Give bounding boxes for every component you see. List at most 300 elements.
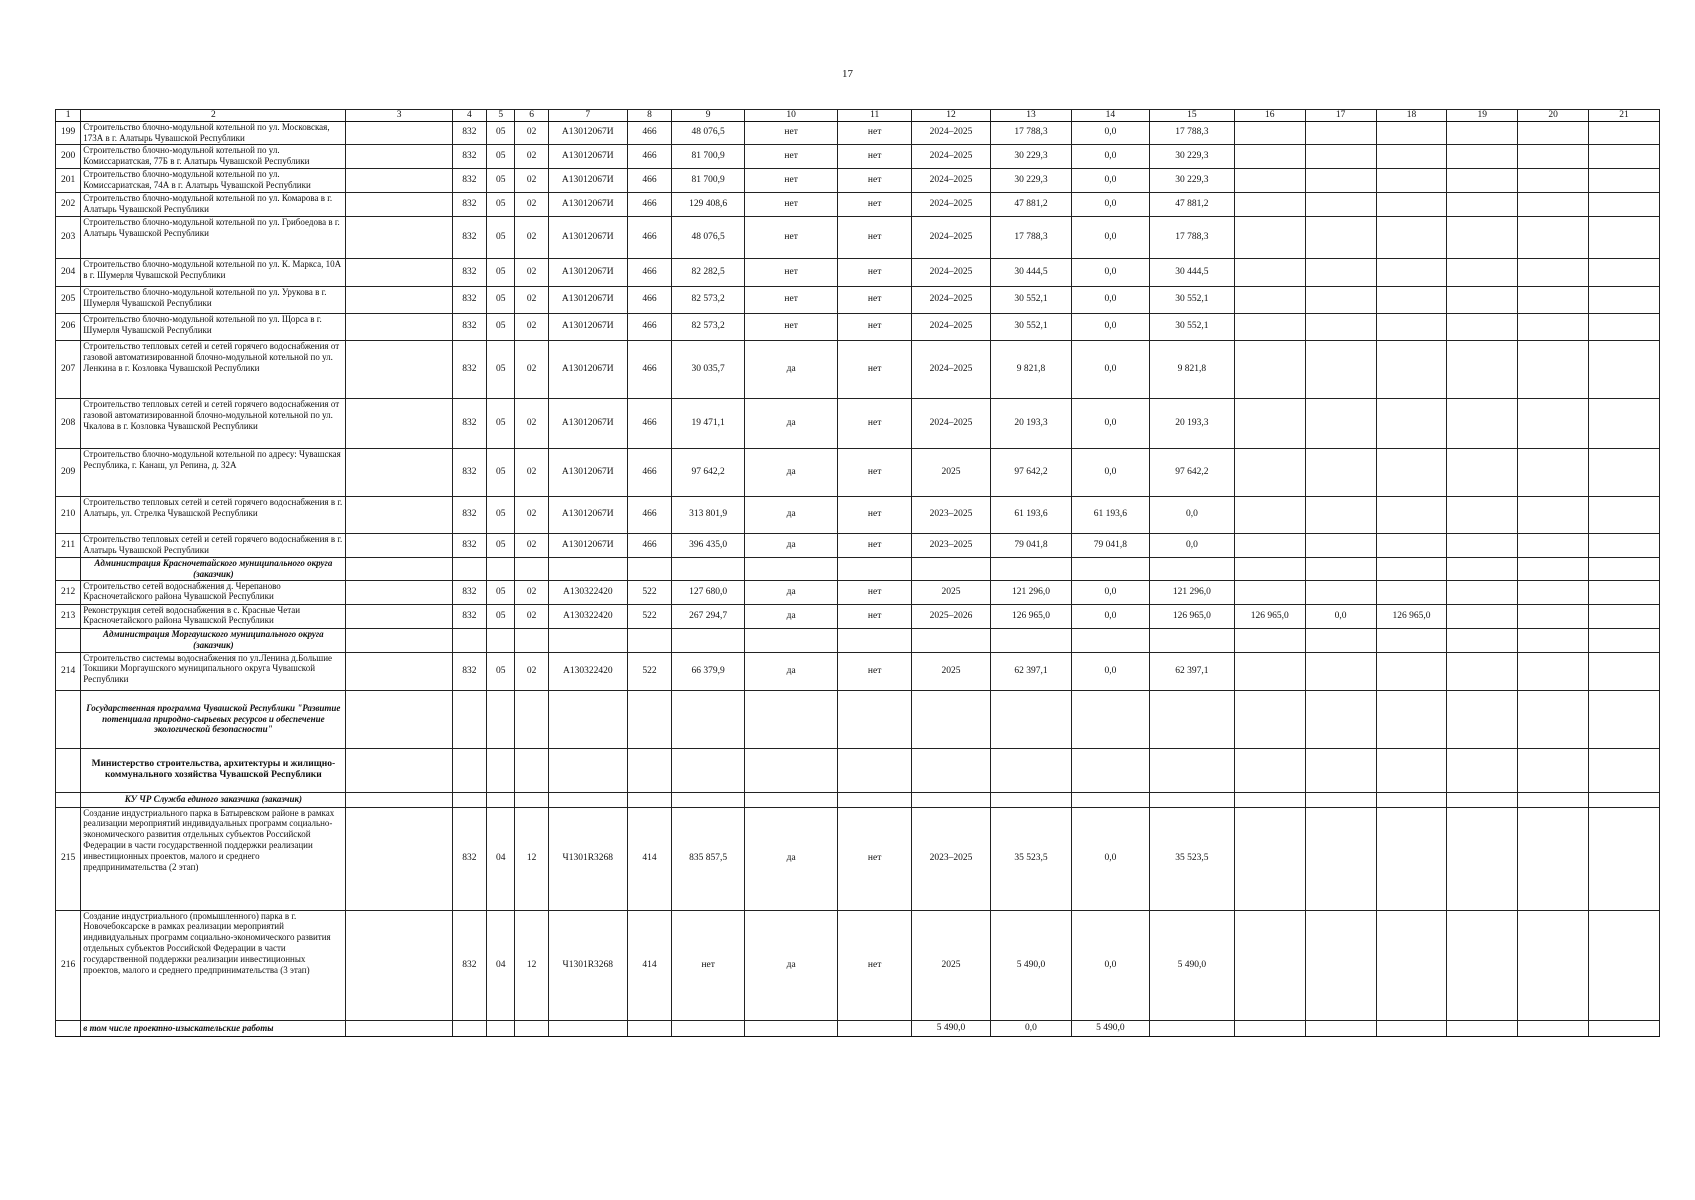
table-cell: 05 (487, 533, 515, 557)
table-cell: нет (838, 168, 912, 192)
table-cell (1376, 168, 1447, 192)
table-cell (346, 144, 452, 168)
table-cell (1234, 192, 1305, 216)
table-cell (56, 1020, 81, 1036)
table-cell: 466 (627, 258, 672, 286)
header-cell-5: 5 (487, 110, 515, 122)
table-cell: 02 (515, 580, 548, 604)
table-cell (1376, 313, 1447, 340)
table-cell (1447, 121, 1518, 144)
table-cell: 17 788,3 (1149, 216, 1234, 258)
table-cell: 5 490,0 (1149, 910, 1234, 1020)
header-cell-17: 17 (1305, 110, 1376, 122)
table-cell (1234, 168, 1305, 192)
table-cell (1376, 192, 1447, 216)
table-cell (1376, 533, 1447, 557)
table-cell (1518, 910, 1589, 1020)
table-row (56, 168, 1660, 192)
table-cell (1518, 121, 1589, 144)
table-cell: нет (745, 258, 838, 286)
table-cell: 209 (56, 448, 81, 496)
table-cell: 62 397,1 (1149, 652, 1234, 690)
table-cell: нет (745, 286, 838, 313)
table-cell (1447, 286, 1518, 313)
table-cell: 05 (487, 216, 515, 258)
table-cell (1518, 533, 1589, 557)
table-cell: 466 (627, 144, 672, 168)
table-cell: нет (838, 144, 912, 168)
table-cell: 9 821,8 (1149, 340, 1234, 398)
table-cell: 0,0 (1071, 121, 1149, 144)
table-cell (1376, 258, 1447, 286)
table-cell (1376, 121, 1447, 144)
table-cell: 466 (627, 448, 672, 496)
table-cell (912, 792, 991, 807)
table-cell: 02 (515, 144, 548, 168)
table-cell: 02 (515, 192, 548, 216)
table-cell: нет (838, 398, 912, 448)
table-cell: 79 041,8 (1071, 533, 1149, 557)
table-cell (452, 557, 486, 580)
table-cell (548, 792, 627, 807)
table-cell: 47 881,2 (1149, 192, 1234, 216)
table-cell: 12 (515, 910, 548, 1020)
object-name-cell: Строительство тепловых сетей и сетей горячего водоснабжения в г. Алатырь Чувашской Республики (81, 533, 346, 557)
table-cell: А13012067И (548, 216, 627, 258)
section-heading: Администрация Красночетайского муниципального округа (заказчик) (81, 557, 346, 580)
table-cell: 30 229,3 (1149, 144, 1234, 168)
object-name-cell: Строительство тепловых сетей и сетей горячего водоснабжения от газовой автоматизированной блочно-модульной котельной по ул. Ленкина в г. Козловка Чувашской Республики (81, 340, 346, 398)
table-cell: 79 041,8 (991, 533, 1072, 557)
table-cell: 522 (627, 580, 672, 604)
table-cell: 832 (452, 286, 486, 313)
table-cell: нет (745, 192, 838, 216)
table-cell (1305, 807, 1376, 910)
table-cell (1589, 1020, 1660, 1036)
table-cell: 214 (56, 652, 81, 690)
table-cell (1518, 807, 1589, 910)
table-cell: 0,0 (991, 1020, 1072, 1036)
table-cell: 20 193,3 (1149, 398, 1234, 448)
table-cell: 05 (487, 144, 515, 168)
table-cell: 30 229,3 (1149, 168, 1234, 192)
table-cell (515, 628, 548, 652)
table-cell: 832 (452, 258, 486, 286)
table-cell (487, 1020, 515, 1036)
table-cell: 466 (627, 496, 672, 533)
table-cell (1376, 448, 1447, 496)
table-cell (1447, 690, 1518, 748)
table-cell: 47 881,2 (991, 192, 1072, 216)
table-cell: 0,0 (1071, 580, 1149, 604)
table-cell (548, 557, 627, 580)
table-cell (1518, 168, 1589, 192)
table-cell (1376, 792, 1447, 807)
table-cell: 0,0 (1071, 652, 1149, 690)
table-cell: 832 (452, 144, 486, 168)
table-cell (991, 792, 1072, 807)
table-cell (1305, 580, 1376, 604)
table-cell (1376, 807, 1447, 910)
table-cell (627, 748, 672, 792)
table-cell: 19 471,1 (672, 398, 745, 448)
table-cell (346, 496, 452, 533)
table-cell (1234, 258, 1305, 286)
table-cell (487, 690, 515, 748)
object-name-cell: Строительство блочно-модульной котельной по ул. Комиссариатская, 74А в г. Алатырь Чувашской Республики (81, 168, 346, 192)
table-cell: 02 (515, 604, 548, 628)
table-cell: 215 (56, 807, 81, 910)
table-cell (1518, 286, 1589, 313)
table-cell (912, 557, 991, 580)
table-cell: 82 573,2 (672, 313, 745, 340)
table-cell: 9 821,8 (991, 340, 1072, 398)
table-row (56, 448, 1660, 496)
table-cell: 0,0 (1149, 533, 1234, 557)
table-cell (745, 557, 838, 580)
table-cell: 02 (515, 340, 548, 398)
table-cell: 466 (627, 313, 672, 340)
table-cell: да (745, 910, 838, 1020)
object-name-cell: Строительство блочно-модульной котельной по ул. Комиссариатская, 77Б в г. Алатырь Чувашской Республики (81, 144, 346, 168)
table-cell: 02 (515, 652, 548, 690)
table-cell (1149, 557, 1234, 580)
table-cell (56, 748, 81, 792)
table-cell: 02 (515, 448, 548, 496)
table-cell: 207 (56, 340, 81, 398)
table-cell: 17 788,3 (991, 121, 1072, 144)
table-cell (627, 628, 672, 652)
table-cell: А130322420 (548, 652, 627, 690)
table-cell: 414 (627, 910, 672, 1020)
table-cell (672, 690, 745, 748)
table-cell: 0,0 (1071, 144, 1149, 168)
table-cell (1447, 496, 1518, 533)
table-row (56, 286, 1660, 313)
table-cell: 2023–2025 (912, 533, 991, 557)
table-cell: да (745, 496, 838, 533)
table-cell: 0,0 (1071, 286, 1149, 313)
table-cell (1305, 398, 1376, 448)
header-cell-13: 13 (991, 110, 1072, 122)
table-cell (1447, 258, 1518, 286)
table-cell (1234, 628, 1305, 652)
table-cell: 2024–2025 (912, 313, 991, 340)
table-cell: 126 965,0 (1149, 604, 1234, 628)
table-cell: 0,0 (1071, 807, 1149, 910)
table-cell: 2023–2025 (912, 807, 991, 910)
table-cell: 126 965,0 (1234, 604, 1305, 628)
table-cell (1376, 496, 1447, 533)
header-cell-12: 12 (912, 110, 991, 122)
object-name-cell: Создание индустриального (промышленного) парка в г. Новочебоксарске в рамках реализации мероприятий индивидуальных программ социально-экономического развития отдельных субъектов Российской Федерации в части государственной поддержки реализации инвестиционных проектов, малого и среднего предпринимательства (3 этап) (81, 910, 346, 1020)
table-cell (745, 792, 838, 807)
table-cell: 210 (56, 496, 81, 533)
table-cell (487, 628, 515, 652)
table-cell: 0,0 (1071, 448, 1149, 496)
table-cell (1376, 398, 1447, 448)
table-cell: 17 788,3 (991, 216, 1072, 258)
table-row (56, 144, 1660, 168)
table-cell: 05 (487, 168, 515, 192)
table-cell: 466 (627, 533, 672, 557)
table-cell: 832 (452, 168, 486, 192)
table-cell (1447, 807, 1518, 910)
table-cell: нет (838, 496, 912, 533)
table-cell (1376, 557, 1447, 580)
table-cell: 396 435,0 (672, 533, 745, 557)
table-cell: 2024–2025 (912, 340, 991, 398)
table-cell: 0,0 (1071, 604, 1149, 628)
table-cell: А13012067И (548, 533, 627, 557)
table-cell (452, 690, 486, 748)
table-cell (1447, 313, 1518, 340)
header-cell-18: 18 (1376, 110, 1447, 122)
table-cell: 2023–2025 (912, 496, 991, 533)
table-cell (745, 748, 838, 792)
header-cell-15: 15 (1149, 110, 1234, 122)
table-cell: 313 801,9 (672, 496, 745, 533)
table-cell: 211 (56, 533, 81, 557)
object-name-cell: Строительство блочно-модульной котельной по ул. Московская, 173А в г. Алатырь Чувашской Республики (81, 121, 346, 144)
table-cell (1071, 557, 1149, 580)
table-cell: 30 444,5 (1149, 258, 1234, 286)
table-cell (1447, 604, 1518, 628)
table-cell: 466 (627, 168, 672, 192)
table-cell (1149, 748, 1234, 792)
table-cell (1305, 121, 1376, 144)
table-cell (1305, 792, 1376, 807)
table-cell (1589, 652, 1660, 690)
table-cell (1518, 216, 1589, 258)
table-cell: 0,0 (1071, 168, 1149, 192)
table-cell: 466 (627, 121, 672, 144)
table-cell (1234, 557, 1305, 580)
table-cell: 835 857,5 (672, 807, 745, 910)
table-cell: нет (838, 448, 912, 496)
table-cell (1376, 1020, 1447, 1036)
table-cell: 199 (56, 121, 81, 144)
header-cell-20: 20 (1518, 110, 1589, 122)
table-cell: 2025 (912, 652, 991, 690)
table-cell: 12 (515, 807, 548, 910)
table-cell (346, 258, 452, 286)
header-cell-4: 4 (452, 110, 486, 122)
table-cell: нет (745, 313, 838, 340)
table-cell: 82 573,2 (672, 286, 745, 313)
table-cell (1518, 144, 1589, 168)
table-cell (1234, 533, 1305, 557)
section-heading: Государственная программа Чувашской Республики "Развитие потенциала природно-сырьевых ресурсов и обеспечение экологической безопасности" (81, 690, 346, 748)
table-cell (1376, 748, 1447, 792)
table-cell (1589, 313, 1660, 340)
table-cell: 5 490,0 (1071, 1020, 1149, 1036)
table-cell (991, 748, 1072, 792)
table-cell (1234, 807, 1305, 910)
table-cell (346, 313, 452, 340)
table-cell (1589, 398, 1660, 448)
table-cell (1305, 340, 1376, 398)
table-cell: нет (838, 533, 912, 557)
page-number: 17 (842, 68, 853, 80)
table-cell: 30 229,3 (991, 144, 1072, 168)
table-cell: 201 (56, 168, 81, 192)
header-cell-19: 19 (1447, 110, 1518, 122)
table-cell (1305, 910, 1376, 1020)
table-cell: 0,0 (1071, 216, 1149, 258)
table-cell (1305, 652, 1376, 690)
table-cell: 126 965,0 (991, 604, 1072, 628)
table-cell (1518, 557, 1589, 580)
table-cell: 466 (627, 192, 672, 216)
table-cell: да (745, 604, 838, 628)
object-name-cell: Строительство блочно-модульной котельной по адресу: Чувашская Республика, г. Канаш, ул Репина, д. 32А (81, 448, 346, 496)
table-cell (672, 628, 745, 652)
table-cell: 2024–2025 (912, 286, 991, 313)
table-cell (627, 690, 672, 748)
table-cell: 832 (452, 313, 486, 340)
table-cell: 2024–2025 (912, 216, 991, 258)
ministry-heading: Министерство строительства, архитектуры и жилищно-коммунального хозяйства Чувашской Республики (81, 748, 346, 792)
table-cell: нет (838, 807, 912, 910)
table-cell: 204 (56, 258, 81, 286)
table-cell: 832 (452, 604, 486, 628)
table-cell: 35 523,5 (991, 807, 1072, 910)
table-cell: нет (745, 144, 838, 168)
table-cell (452, 628, 486, 652)
object-name-cell: Реконструкция сетей водоснабжения в с. Красные Четаи Красночетайского района Чувашской Республики (81, 604, 346, 628)
table-cell: 832 (452, 580, 486, 604)
table-cell (1589, 792, 1660, 807)
table-cell: 126 965,0 (1376, 604, 1447, 628)
table-cell (912, 628, 991, 652)
table-cell: 2024–2025 (912, 121, 991, 144)
table-cell: 02 (515, 496, 548, 533)
table-cell (1305, 192, 1376, 216)
table-cell: 05 (487, 580, 515, 604)
table-row (56, 496, 1660, 533)
table-cell: 05 (487, 258, 515, 286)
table-cell: 62 397,1 (991, 652, 1072, 690)
table-cell (1376, 690, 1447, 748)
table-cell (1234, 448, 1305, 496)
table-cell: А13012067И (548, 448, 627, 496)
table-cell: А130322420 (548, 604, 627, 628)
table-cell: 05 (487, 398, 515, 448)
header-cell-21: 21 (1589, 110, 1660, 122)
table-cell: 61 193,6 (991, 496, 1072, 533)
table-row (56, 216, 1660, 258)
table-cell: 129 408,6 (672, 192, 745, 216)
table-cell (1234, 496, 1305, 533)
header-cell-3: 3 (346, 110, 452, 122)
table-cell: 205 (56, 286, 81, 313)
table-cell (745, 690, 838, 748)
table-cell: нет (745, 121, 838, 144)
table-cell (1376, 286, 1447, 313)
table-cell (1149, 1020, 1234, 1036)
table-cell: 05 (487, 496, 515, 533)
table-row (56, 910, 1660, 1020)
header-row (56, 110, 1660, 122)
table-cell: 05 (487, 313, 515, 340)
table-cell: 0,0 (1305, 604, 1376, 628)
table-cell (1305, 1020, 1376, 1036)
table-cell: 02 (515, 533, 548, 557)
table-cell (745, 1020, 838, 1036)
table-cell (1589, 557, 1660, 580)
table-cell: 466 (627, 216, 672, 258)
table-cell: нет (838, 340, 912, 398)
table-cell (1305, 496, 1376, 533)
table-cell: 05 (487, 604, 515, 628)
table-cell (1376, 580, 1447, 604)
table-cell (1447, 192, 1518, 216)
table-cell: 2025 (912, 448, 991, 496)
table-cell: 832 (452, 807, 486, 910)
table-cell (1518, 792, 1589, 807)
table-cell: 832 (452, 398, 486, 448)
table-cell (56, 628, 81, 652)
table-cell: 206 (56, 313, 81, 340)
table-cell (1518, 628, 1589, 652)
table-row (56, 652, 1660, 690)
table-cell: 5 490,0 (912, 1020, 991, 1036)
table-cell (1518, 604, 1589, 628)
table-cell: 522 (627, 604, 672, 628)
table-cell (1071, 748, 1149, 792)
table-cell (548, 1020, 627, 1036)
table-cell: нет (838, 910, 912, 1020)
table-cell (346, 340, 452, 398)
table-cell (346, 1020, 452, 1036)
object-name-cell: Строительство системы водоснабжения по ул.Ленина д.Большие Токшики Моргаушского муниципального округа Чувашской Республики (81, 652, 346, 690)
table-cell: Ч1301R3268 (548, 807, 627, 910)
table-cell (1518, 580, 1589, 604)
table-cell: 05 (487, 340, 515, 398)
table-cell (452, 1020, 486, 1036)
note-label: в том числе проектно-изыскательские работы (81, 1020, 346, 1036)
table-cell: 30 552,1 (1149, 313, 1234, 340)
table-cell: А13012067И (548, 340, 627, 398)
object-name-cell: Строительство блочно-модульной котельной по ул. Комарова в г. Алатырь Чувашской Республики (81, 192, 346, 216)
table-cell: 832 (452, 496, 486, 533)
table-cell (1234, 398, 1305, 448)
table-cell: 2025 (912, 910, 991, 1020)
table-cell (1447, 652, 1518, 690)
table-cell: 02 (515, 286, 548, 313)
table-cell (56, 690, 81, 748)
table-cell (1305, 258, 1376, 286)
table-cell: А13012067И (548, 168, 627, 192)
table-cell (991, 690, 1072, 748)
table-cell (1518, 690, 1589, 748)
header-cell-2: 2 (81, 110, 346, 122)
table-cell (838, 748, 912, 792)
table-cell (672, 557, 745, 580)
object-name-cell: Строительство тепловых сетей и сетей горячего водоснабжения от газовой автоматизированной блочно-модульной котельной по ул. Чкалова в г. Козловка Чувашской Республики (81, 398, 346, 448)
table-cell (1234, 216, 1305, 258)
table-cell (1234, 792, 1305, 807)
object-name-cell: Строительство сетей водоснабжения д. Черепаново Красночетайского района Чувашской Республики (81, 580, 346, 604)
table-cell: 832 (452, 533, 486, 557)
table-cell (1376, 910, 1447, 1020)
table-cell (1149, 628, 1234, 652)
table-cell: 05 (487, 286, 515, 313)
table-cell: нет (838, 313, 912, 340)
table-cell: А13012067И (548, 398, 627, 448)
table-cell (1234, 144, 1305, 168)
